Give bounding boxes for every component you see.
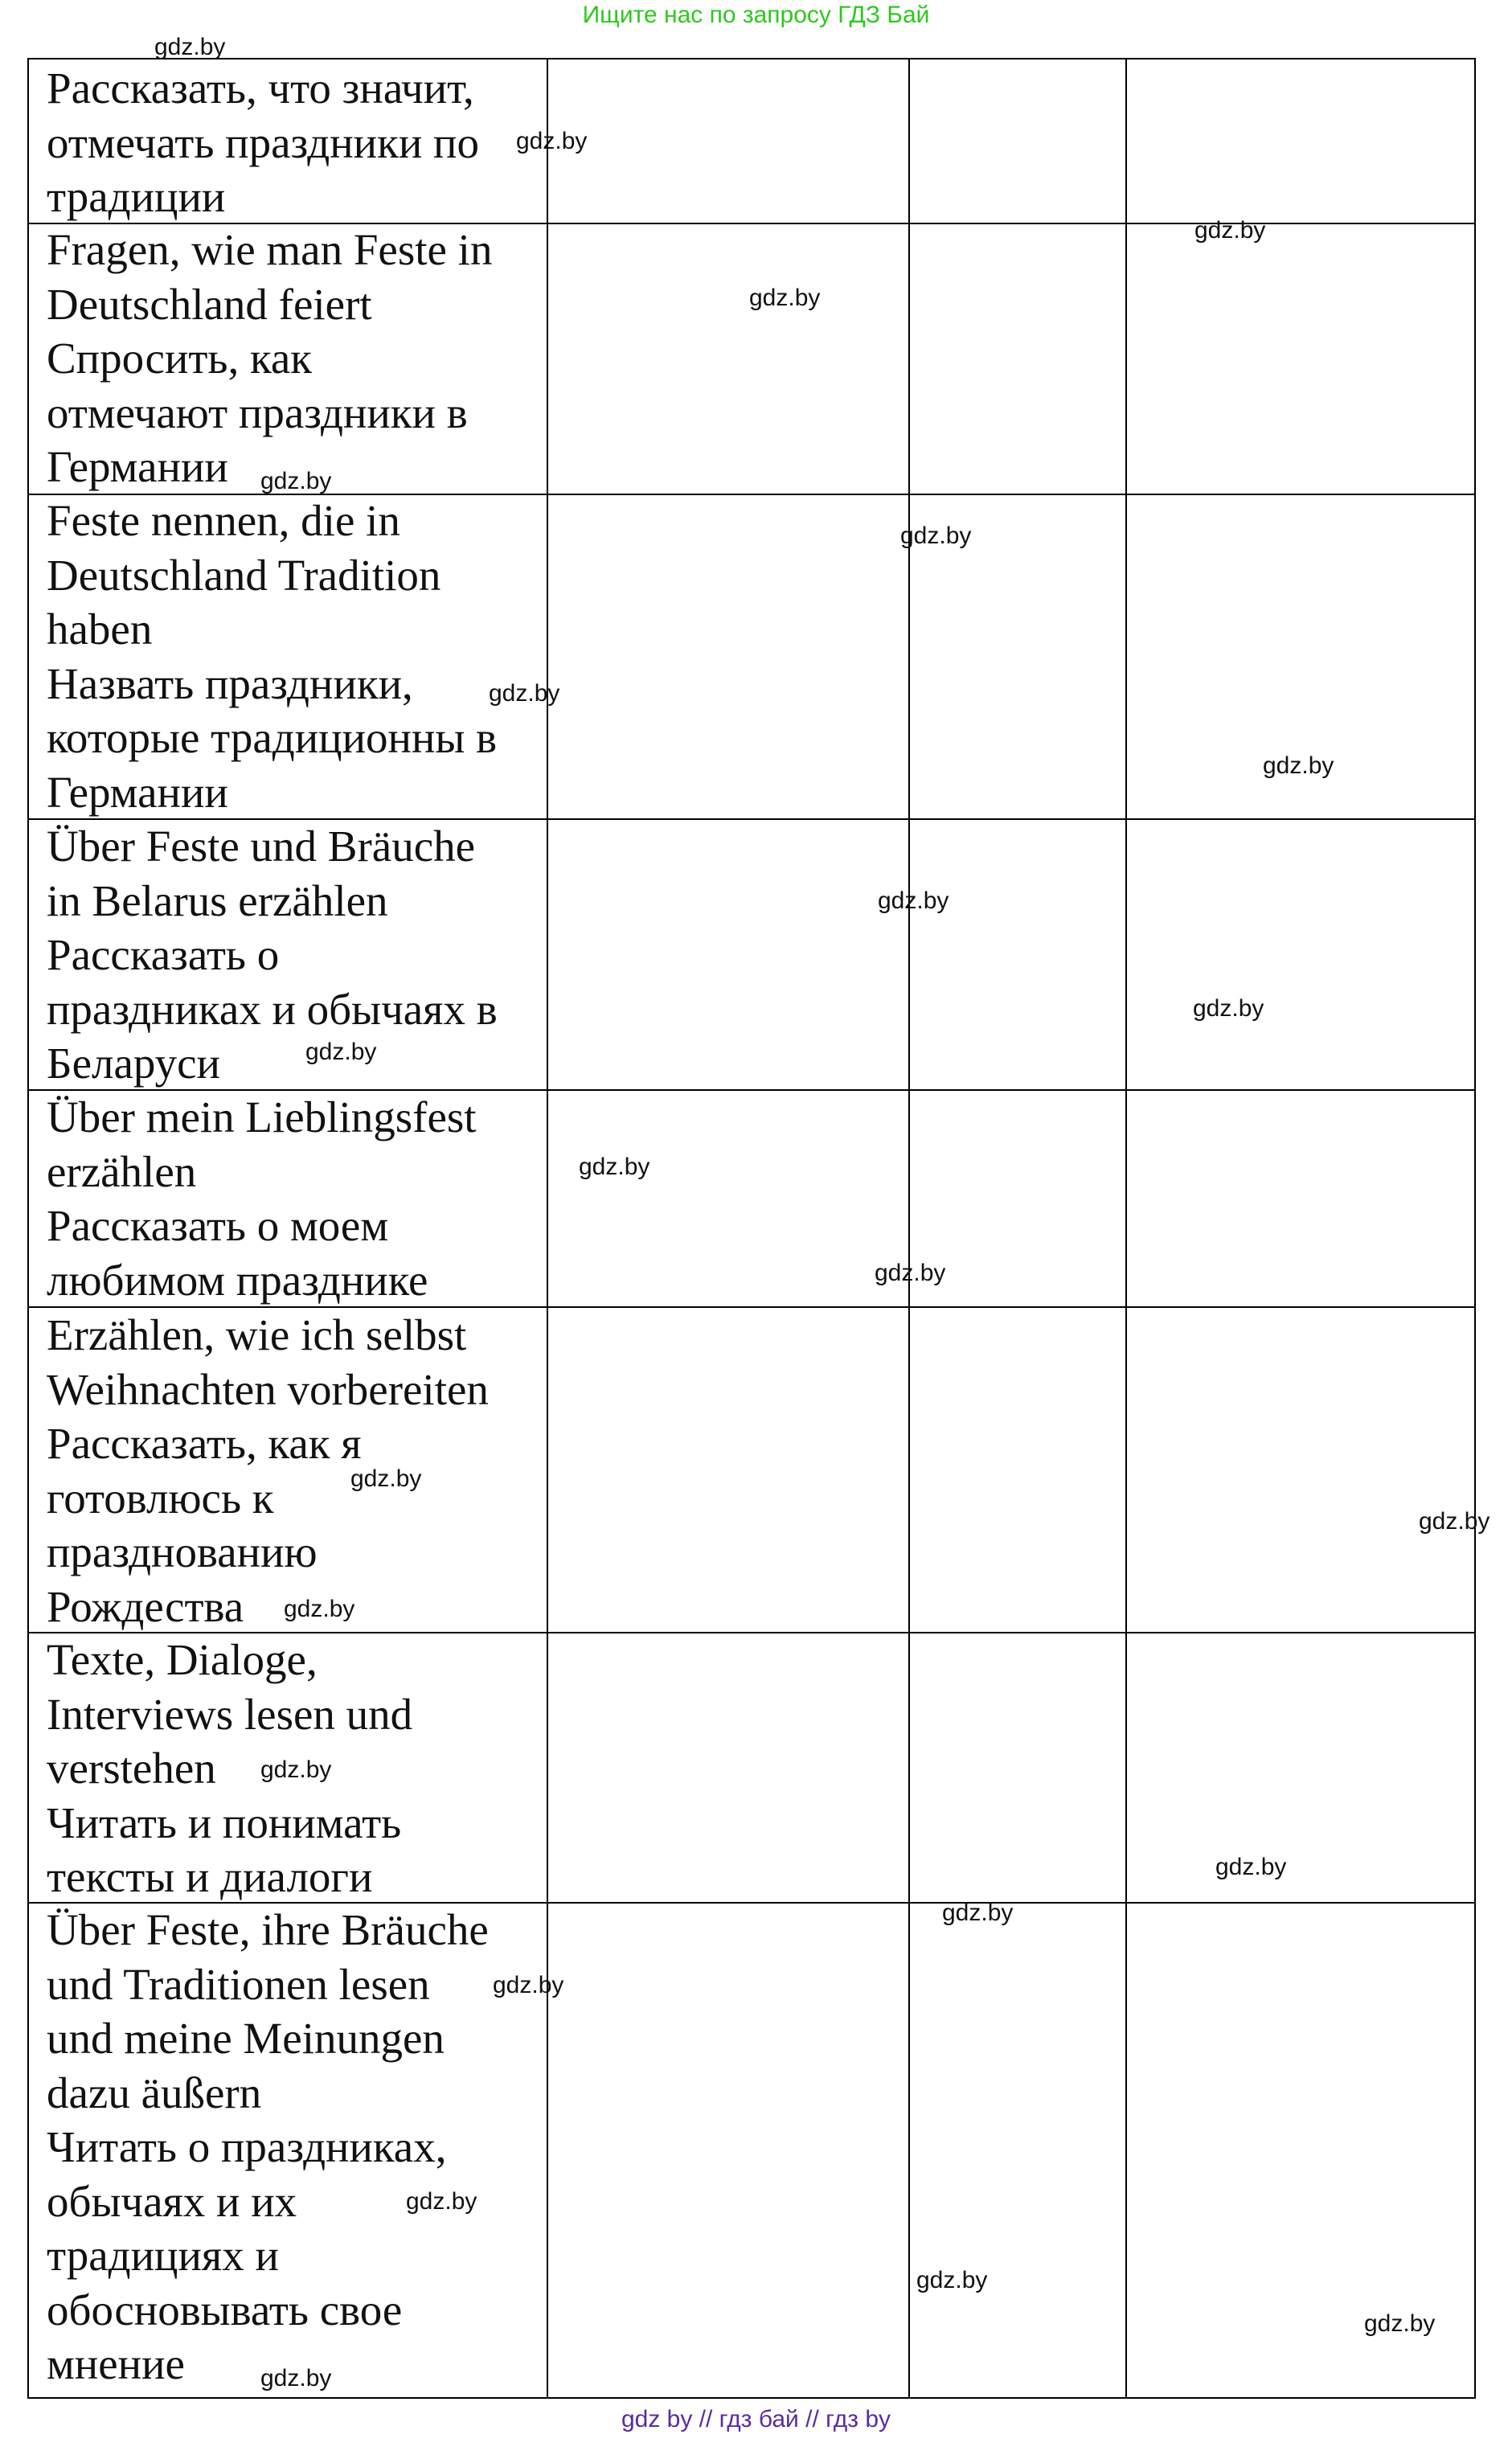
table-row-3-text: Feste nennen, die in Deutschland Tradition haben Назвать праздники, которые традиционны в Германии (47, 496, 498, 817)
column-divider (908, 59, 910, 2397)
watermark: gdz.by (284, 1596, 355, 1622)
search-banner: Ищите нас по запросу ГДЗ Бай (582, 2, 930, 28)
table-row-1-text: Рассказать, что значит, отмечать праздники по традиции (47, 64, 479, 221)
watermark: gdz.by (260, 2365, 332, 2392)
watermark: gdz.by (406, 2188, 477, 2215)
watermark: gdz.by (916, 2267, 988, 2293)
watermark: gdz.by (1364, 2310, 1436, 2337)
table-row-6-text: Erzählen, wie ich selbst Weihnachten vorbereiten Рассказать, как я готовлюсь к празднованию Рождества (47, 1310, 489, 1631)
watermark: gdz.by (875, 1260, 946, 1286)
column-divider (1125, 59, 1127, 2397)
watermark: gdz.by (1419, 1508, 1490, 1535)
watermark: gdz.by (1193, 995, 1264, 1022)
table-row-2-text: Fragen, wie man Feste in Deutschland feiert Спросить, как отмечают праздники в Германии (47, 225, 493, 491)
watermark: gdz.by (1194, 217, 1266, 244)
watermark: gdz.by (154, 34, 226, 60)
watermark: gdz.by (1263, 752, 1334, 779)
watermark: gdz.by (350, 1465, 422, 1492)
watermark: gdz.by (305, 1039, 377, 1065)
watermark: gdz.by (260, 1756, 332, 1783)
table-row-4-text: Über Feste und Bräuche in Belarus erzählen Рассказать о праздниках и обычаях в Беларуси (47, 822, 498, 1088)
watermark: gdz.by (260, 468, 332, 494)
watermark: gdz.by (579, 1154, 650, 1180)
table-row-7-text: Texte, Dialoge, Interviews lesen und verstehen Читать и понимать тексты и диалоги (47, 1635, 413, 1901)
table-row-5-text: Über mein Lieblingsfest erzählen Рассказать о моем любимом празднике (47, 1092, 477, 1305)
watermark: gdz.by (900, 523, 972, 549)
watermark: gdz.by (489, 680, 560, 707)
watermark: gdz.by (1215, 1854, 1287, 1880)
footer-links: gdz by // гдз бай // гдз by (621, 2406, 891, 2433)
watermark: gdz.by (749, 285, 821, 311)
table-row-8-text: Über Feste, ihre Bräuche und Traditionen lesen und meine Meinungen dazu äußern Читать о праздниках, обычаях и их традициях и обосновывать свое мнение (47, 1905, 489, 2388)
watermark: gdz.by (878, 887, 949, 914)
watermark: gdz.by (516, 128, 588, 154)
self-assessment-table (27, 58, 1476, 2399)
watermark: gdz.by (493, 1972, 564, 1998)
watermark: gdz.by (942, 1900, 1014, 1926)
